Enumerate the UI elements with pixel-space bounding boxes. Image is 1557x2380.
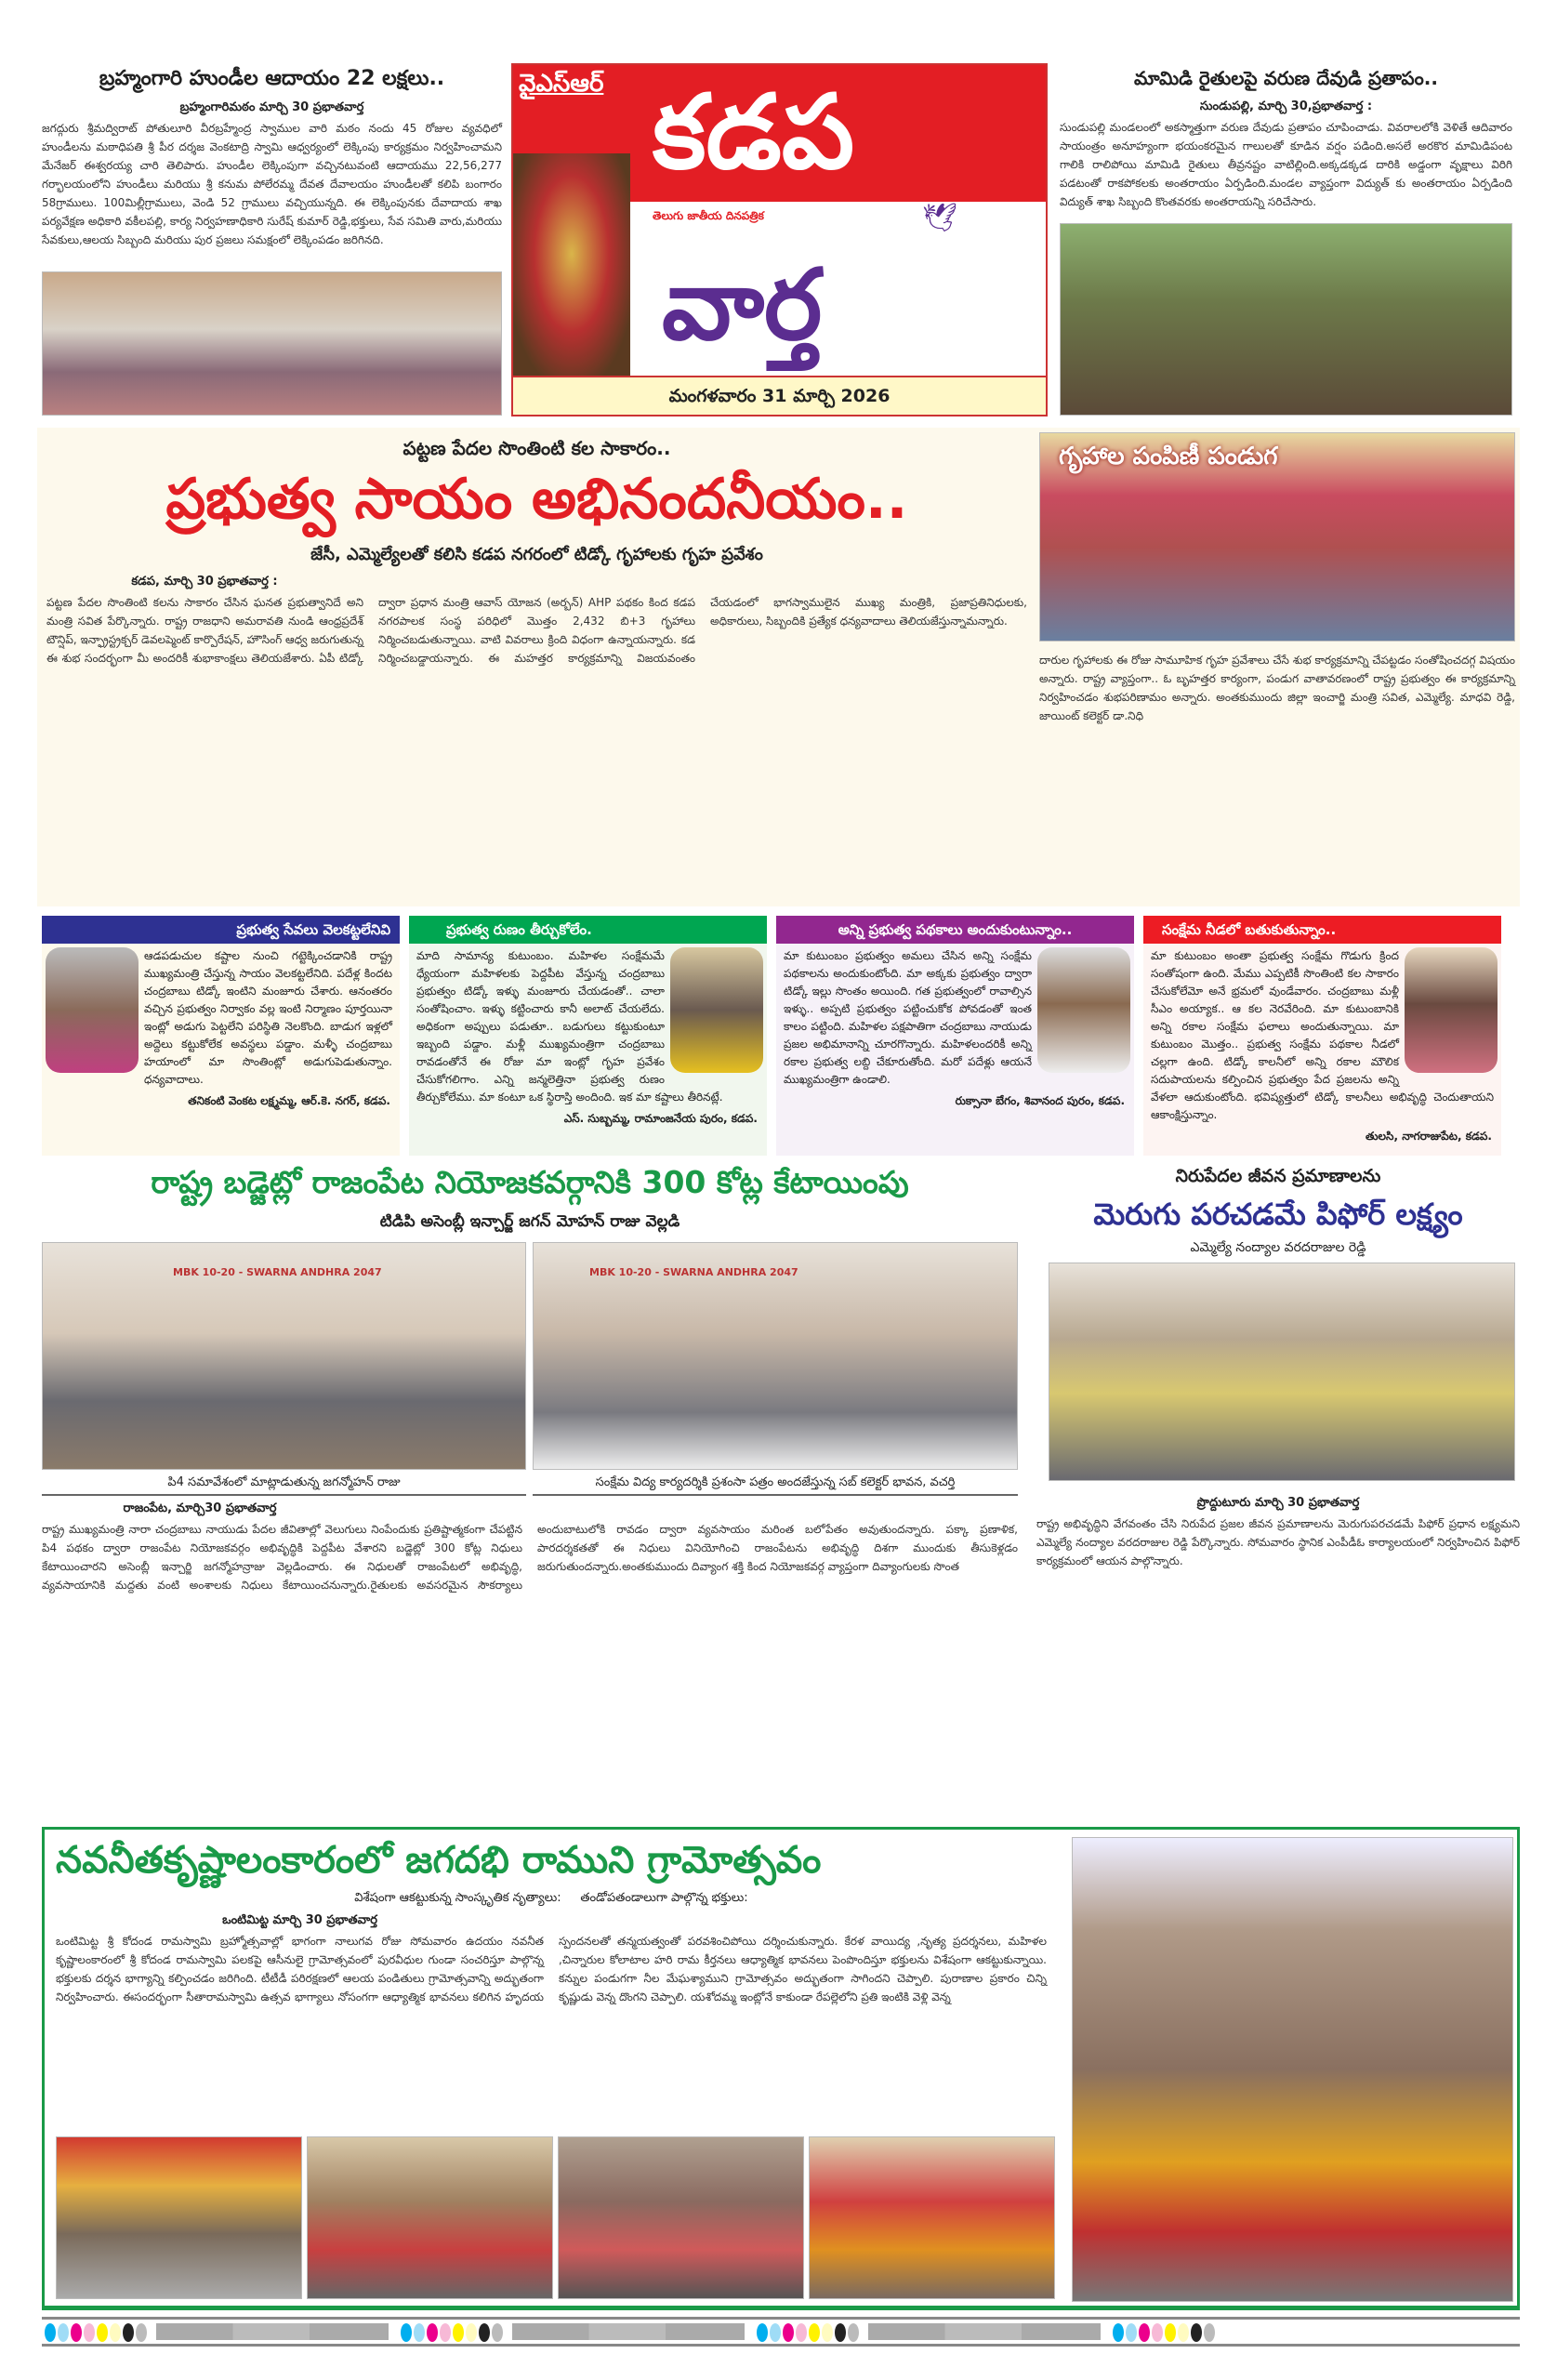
quote-box bbox=[1143, 916, 1501, 1156]
portrait-photo bbox=[1405, 947, 1498, 1073]
portrait-photo bbox=[670, 947, 763, 1073]
photo-dancers bbox=[558, 2136, 804, 2299]
article-body: జగద్గురు శ్రీమద్విరాట్ పోతులూరి వీరబ్రహ్మేంద్ర స్వాముల వారి మఠం నందు 45 రోజుల వ్యవధిలో హుండీలను మఠాధిపతి శ్రీ పీర దర్శజ వెంకటాద్రి స్వామి ఆధ్వర్యంలో లెక్కింపు కార్యక్రమం నిర్వహించామని మేనేజర్ ఈశ్వరయ్య చారి తెలిపారు. హుండీల లెక్కింపుగా వచ్చినటువంటి ఆదాయము 22,56,277 గర్భాలయంలోని హుండీలు మరియు శ్రీ కనుమ పోలేరమ్మ దేవత దేవాలయం హుండీలతో కలిపి బంగారం 58గ్రాములు. 100మిల్లీగ్రాములు, వెండి 52 గ్రాములు వచ్చియున్నది. ఈ లెక్కింపునకు దేవాదాయ శాఖ పర్యవేక్షణ అధికారి వకీలపల్లి, కార్య నిర్వహణాధికారి సురేష్ కుమార్ రెడ్డి,భక్తులు, సేవ సమితి వారు,మరియు సేవకులు,ఆలయ సిబ్బంది మరియు పుర ప్రజలు సమక్షంలో లెక్కింపడం జరిగినది. bbox=[42, 122, 502, 246]
photo-mango-orchard bbox=[1060, 223, 1512, 416]
quote-body: మాది సామాన్య కుటుంబం. మహిళల సంక్షేమమే ధ్యేయంగా మహిళలకు పెద్దపీట వేస్తున్న చంద్రబాబు ప్రభుత్వం టిడ్కో ఇళ్ళు మంజూరు చేయడంతో.. చాలా సంతోషించాం. ఇళ్ళు కట్టించారు కానీ అలాట్ చేయలేదు. అధికంగా అప్పులు పడుతూ.. బడుగులు కట్టుకుంటూ ఇబ్బంది పడ్డాం. మళ్లీ ముఖ్యమంత్రిగా చంద్రబాబు రావడంతోనే ఈ రోజు మా ఇంట్లో గృహ ప్రవేశం చేసుకోగలిగాం. ఎన్ని జన్మలెత్తినా ప్రభుత్వ రుణం తీర్చుకోలేము. మా కంటూ ఒక స్థిరాస్తి అందింది. ఇక మా కష్టాలు తీరినట్లే. bbox=[416, 949, 723, 1104]
photo-temple-crowd bbox=[307, 2136, 553, 2299]
photo-certificate bbox=[533, 1242, 1018, 1470]
kicker: పట్టణ పేదల సొంతింటి కల సాకారం.. bbox=[402, 437, 671, 459]
portrait-photo bbox=[46, 947, 139, 1073]
logo-vaarta: వార్త bbox=[662, 248, 823, 362]
banner-text: గృహాల పంపిణీ పండుగ bbox=[1059, 443, 1278, 470]
quote-author: తులసి, నాగరాజుపేట, కడప. bbox=[1366, 1130, 1492, 1143]
dateline: సుండుపల్లి, మార్చి 30,ప్రభాతవార్త : bbox=[1199, 99, 1373, 113]
photo-p4-felicitation bbox=[1049, 1263, 1515, 1481]
quote-title: ప్రభుత్వ సేవలు వెలకట్టలేనివి bbox=[42, 916, 400, 944]
print-color-bar bbox=[42, 2317, 1520, 2347]
p4-article bbox=[1036, 1164, 1520, 1570]
quote-body: మా కుటుంబం అంతా ప్రభుత్వ సంక్షేమ గొడుగు క్రింద సంతోషంగా ఉంది. మేము ఎప్పటికీ సొంతింటి కల సాకారం చేసుకోలేమో అనే భ్రమలో వుండేవారం. చంద్రబాబు మళ్లీ సీఎం అయ్యాక.. ఆ కల నెరవేరింది. మా కుటుంబానికి అన్ని రకాల సంక్షేమ ఫలాలు అందుతున్నాయి. మా కుటుంబం మొత్తం.. ప్రభుత్వ సంక్షేమ పథకాల నీడలో చల్లగా ఉంది. టిడ్కో కాలనీలో అన్ని రకాల మౌలిక సదుపాయలను కల్పించిన ప్రభుత్వం పేద ప్రజలను అన్ని వేళలా ఆదుకుంటోంది. భవిష్యత్తులో టిడ్కో కాలనీలు అభివృద్ధి చెందుతాయని ఆకాంక్షిస్తున్నాం. bbox=[1151, 949, 1494, 1121]
brand-prefix: వైఎస్ఆర్ bbox=[519, 70, 604, 98]
dateline: రాజంపేట, మార్చి30 ప్రభాతవార్త bbox=[123, 1501, 277, 1515]
photo-p4-meeting bbox=[42, 1242, 526, 1470]
issue-date: మంగళవారం 31 మార్చి 2026 bbox=[513, 376, 1046, 415]
masthead bbox=[511, 63, 1048, 416]
headline: మామిడి రైతులపై వరుణ దేవుడి ప్రతాపం.. bbox=[1134, 67, 1438, 89]
ontimitta-box bbox=[42, 1827, 1520, 2310]
headline: బ్రహ్మంగారి హుండీల ఆదాయం 22 లక్షలు.. bbox=[99, 67, 445, 90]
quote-body: ఆడపడుచుల కష్టాల నుంచి గట్టెక్కించడానికి రాష్ట్ర ముఖ్యమంత్రి చేస్తున్న సాయం వెలకట్టలేనిది. పదేళ్ల కిందట చంద్రబాబు టిడ్కో ఇంటిని మంజూరు చేశారు. ఆనంతరం వచ్చిన ప్రభుత్వం నిర్వాకం వల్ల ఇంటి నిర్మాణం పూర్తయినా ఇంట్లో అడుగు పెట్టలేని పరిస్థితి నెలకొంది. బాడుగ ఇళ్లలో అద్దెలు కట్టుకోలేక అవస్థలు పడ్డాం. మళ్ళీ చంద్రబాబు హయాంలో మా సొంతింట్లో అడుగుపెడుతున్నాం. ధన్యవాదాలు. bbox=[144, 949, 392, 1086]
portrait-photo bbox=[1037, 947, 1130, 1073]
dateline: ప్రొద్దుటూరు మార్చి 30 ప్రభాతవార్త bbox=[1196, 1496, 1360, 1510]
quote-author: ఎస్. సుబ్బమ్మ, రామాంజనేయ పురం, కడప. bbox=[563, 1112, 758, 1125]
photo-caption: సంక్షేమ విద్య కార్యదర్శికి ప్రశంసా పత్రం అందజేస్తున్న సబ్ కలెక్టర్ భావన, వచర్తి bbox=[533, 1474, 1018, 1496]
rajampet-article bbox=[42, 1162, 1018, 1594]
banner-text: MBK 10-20 - SWARNA ANDHRA 2047 bbox=[589, 1266, 798, 1278]
article-body: రాష్ట్ర ముఖ్యమంత్రి నారా చంద్రబాబు నాయుడు పేదల జీవితాల్లో వెలుగులు నింపేందుకు ప్రతిష్టాత్మకంగా చేపట్టిన పి4 పథకం ద్వారా రాజంపేట నియోజకవర్గం అభివృద్ధికి పెద్దపీట వేశారని బడ్జెట్లో 300 కోట్ల నిధులు కేటాయించారని అసెంబ్లీ ఇన్చార్జి జగన్మోహన్రాజు వెల్లడించారు. ఈ నిధులతో రాజంపేటలో అభివృద్ధి, వ్యవసాయానికి మద్దతు వంటి అంశాలకు నిధులు కేటాయించనున్నారు.రైతులకు అవసరమైన సౌకర్యాలు అందుబాటులోకి రావడం ద్వారా వ్యవసాయం మరింత బలోపేతం అవుతుందన్నారు. పక్కా ప్రణాళిక, పారదర్శకతతో ఈ నిధులు వినియోగించి రాజంపేటను అభివృద్ధి దిశగా ముందుకు తీసుకెళ్లడం జరుగుతుందన్నారు.అంతకుముందు దివ్యాంగ శక్తి కింద నియోజకవర్గ వ్యాప్తంగా దివ్యాంగులకు సొంత bbox=[42, 1523, 1018, 1592]
article-body-right: దారుల గృహాలకు ఈ రోజు సామూహిక గృహ ప్రవేశాలు చేసే శుభ కార్యక్రమాన్ని చేపట్టడం సంతోషించదగ్గ విషయం అన్నారు. రాష్ట్ర వ్యాప్తంగా.. ఓ బృహత్తర కార్యంగా, పండుగ వాతావరణంలో రాష్ట్ర ప్రభుత్వం ఈ కార్యక్రమాన్ని నిర్వహించడం శుభపరిణామం అన్నారు. అంతకుముందు జిల్లా ఇంచార్జి మంత్రి సవిత, ఎమ్మెల్యే. మాధవి రెడ్డి, జాయింట్ కలెక్టర్ డా.నిధి bbox=[1039, 654, 1515, 722]
subhead: తండోపతండాలుగా పాల్గొన్న భక్తులు: bbox=[580, 1891, 748, 1905]
p4-kicker: నిరుపేదల జీవన ప్రమాణాలను bbox=[1175, 1166, 1381, 1186]
subhead: జేసీ, ఎమ్మెల్యేలతో కలిసి కడప నగరంలో టిడ్కో గృహాలకు గృహ ప్రవేశం bbox=[310, 545, 763, 564]
deity-photo bbox=[513, 153, 630, 377]
quote-box bbox=[42, 916, 400, 1156]
p4-subhead: ఎమ్మెల్యే నంద్యాల వరదరాజుల రెడ్డి bbox=[1190, 1240, 1366, 1255]
photo-hundi-counting bbox=[42, 271, 502, 416]
photo-kolatam bbox=[809, 2136, 1055, 2299]
quote-box bbox=[776, 916, 1134, 1156]
article-body: పట్టణ పేదల సొంతింటి కలను సాకారం చేసిన ఘనత ప్రభుత్వానిదే అని మంత్రి సవిత పేర్కొన్నారు. రాష్ట్ర రాజధాని అమరావతి నుండి ఆంధ్రప్రదేశ్ టౌన్షిప్, ఇన్ఫ్రాస్ట్రక్చర్ డెవలప్మెంట్ కార్పొరేషన్, హౌసింగ్ ఆధ్వ జరుగుతున్న ఈ శుభ సందర్భంగా మీ అందరికీ శుభాకాంక్షలు తెలియజేశారు. ఏపీ టిడ్కో ద్వారా ప్రధాన మంత్రి ఆవాస్ యోజన (అర్బన్) AHP పథకం కింద కడప నగరపాలక సంస్థ పరిధిలో మొత్తం 2,432 బి+3 గృహాలు నిర్మించబడుతున్నాయి. వాటి వివరాలు క్రింది విధంగా ఉన్నాయన్నారు. కడ నిర్మించబడ్డాయన్నారు. ఈ మహత్తర కార్యక్రమాన్ని విజయవంతం చేయడంలో భాగస్వాములైన ముఖ్య మంత్రికి, ప్రజాప్రతినిధులకు, అధికారులు, సిబ్బందికి ప్రత్యేక ధన్యవాదాలు తెలియజేస్తున్నామన్నారు. bbox=[46, 596, 1027, 665]
subhead: విశేషంగా ఆకట్టుకున్న సాంస్కృతిక నృత్యాలు: bbox=[354, 1891, 561, 1905]
article-mango bbox=[1060, 67, 1512, 211]
logo-kadapa: కడప bbox=[653, 73, 855, 192]
photo-procession bbox=[56, 2136, 302, 2299]
dateline: ఒంటిమిట్ట మార్చి 30 ప్రభాతవార్త bbox=[222, 1913, 377, 1927]
banner-text: MBK 10-20 - SWARNA ANDHRA 2047 bbox=[173, 1266, 382, 1278]
p4-headline: మెరుగు పరచడమే పిఫోర్ లక్ష్యం bbox=[1093, 1197, 1463, 1232]
main-headline: ప్రభుత్వ సాయం అభినందనీయం.. bbox=[165, 467, 908, 532]
dateline: బ్రహ్మంగారిమఠం మార్చి 30 ప్రభాతవార్త bbox=[179, 100, 364, 114]
article-hundi bbox=[42, 67, 502, 249]
quote-title: అన్ని ప్రభుత్వ పథకాలు అందుకుంటున్నాం.. bbox=[776, 916, 1134, 944]
article-body: సుండుపల్లి మండలంలో అకస్మాత్తుగా వరుణ దేవుడు ప్రతాపం చూపించాడు. వివరాలలోకి వెళితే ఆదివారం సాయంత్రం అనూహ్యంగా భయంకరమైన గాలులతో కూడిన వర్షం పడింది.అసలే అరకొర మామిడిపంట గాలికి రాలిపోయి మామిడి రైతులు తీవ్రనష్టం వాటిల్లింది.అక్కడక్కడ దారికి అడ్డంగా వృక్షాలు విరిగి పడటంతో రాకపోకలకు అంతరాయం ఏర్పడింది.మండల వ్యాప్తంగా విద్యుత్ కు అంతరాయం ఏర్పడింది విద్యుత్ శాఖ సిబ్బంది కొంతవరకు అంతరాయన్ని సరిచేసారు. bbox=[1060, 121, 1512, 208]
quote-author: రుక్సానా బేగం, శివానంద పురం, కడప. bbox=[955, 1094, 1125, 1107]
tagline: తెలుగు జాతీయ దినపత్రిక bbox=[653, 209, 764, 222]
quote-title: సంక్షేమ నీడలో బతుకుతున్నాం.. bbox=[1143, 916, 1501, 944]
photo-temple-gopuram bbox=[1072, 1837, 1513, 2302]
dove-icon: 🕊 bbox=[922, 202, 958, 234]
dateline: కడప, మార్చి 30 ప్రభాతవార్త : bbox=[131, 575, 278, 588]
main-article bbox=[37, 428, 1520, 906]
article-body: రాష్ట్ర అభివృద్ధిని వేగవంతం చేసి నిరుపేద ప్రజల జీవన ప్రమాణాలను మెరుగుపరచడమే పిఫోర్ ప్రధాన లక్ష్యమని ఎమ్మెల్యే నంద్యాల వరదరాజుల రెడ్డి పేర్కొన్నారు. సోమవారం స్థానిక ఎంపీడీఓ కార్యాలయంలో నిర్వహించిన పిఫోర్ కార్యక్రమంలో ఆయన పాల్గొన్నారు. bbox=[1036, 1517, 1520, 1567]
photo-griha-pravesam bbox=[1039, 432, 1515, 641]
quote-body: మా కుటుంబం ప్రభుత్వం అమలు చేసిన అన్ని సంక్షేమ పథకాలను అందుకుంటోంది. మా అక్కకు ప్రభుత్వం ద్వారా టిడ్కో ఇల్లు సొంతం అయింది. గత ప్రభుత్వంలో రావాల్సిన ఇళ్ళు.. అప్పటి ప్రభుత్వం పట్టించుకోక పోవడంతో ఇంత కాలం పట్టింది. మహిళల పక్షపాతిగా చంద్రబాబు నాయుడు ప్రజల అభిమానాన్ని చూరగొన్నారు. మహిళలందరికీ అన్ని రకాల ప్రభుత్వ లబ్ది చేకూరుతోంది. మరో పదేళ్లు ఆయనే ముఖ్యమంత్రిగా ఉండాలి. bbox=[784, 949, 1032, 1086]
photo-caption: పి4 సమావేశంలో మాట్లాడుతున్న జగన్మోహన్ రాజు bbox=[42, 1474, 526, 1496]
ontimitta-headline: నవనీతకృష్ణాలంకారంలో జగదభి రాముని గ్రామోత్సవం bbox=[56, 1839, 822, 1882]
rajampet-headline: రాష్ట్ర బడ్జెట్లో రాజంపేట నియోజకవర్గానికి 300 కోట్ల కేటాయింపు bbox=[151, 1164, 909, 1200]
quote-title: ప్రభుత్వ రుణం తీర్చుకోలేం. bbox=[409, 916, 767, 944]
article-body: ఒంటిమిట్ట శ్రీ కోదండ రామస్వామి బ్రహ్మోత్సవాల్లో భాగంగా నాలుగవ రోజు సోమవారం ఉదయం నవనీత కృష్ణాలంకారంలో శ్రీ కోదండ రామస్వామి పలకపై ఆసీనులై గ్రామోత్సవంలో పురవీధుల గుండా సంచరిస్తూ పాల్గొన్న భక్తులకు దర్శన భాగ్యాన్ని కల్పించడం జరిగింది. టీటీడీ పరిరక్షణలో ఆలయ పండితులు గ్రామోత్సవాన్ని అద్భుతంగా నిర్వహించారు. ఈసందర్భంగా సీతారామస్వామి ఉత్సవ భాగ్యాలు నోసంగగా ఆధ్యాత్మిక భావనలు కలిగిన హృదయ స్పందనలతో తన్మయత్వంతో పరవశించిపోయి దర్శించుకున్నారు. కేరళ వాయిద్య ,నృత్య ప్రదర్శనలు, మహిళల ,చిన్నారుల కోలాటాల హరి రామ కీర్తనలు ఆధ్యాత్మిక భావనలు పెంపొందిస్తూ భక్తులను విశేషంగా ఆకట్టుకున్నాయి. కన్నుల పండుగగా నీల మేఘశ్యాముని గ్రామోత్సవం అద్భుతంగా సాగిందని చెప్పాలి. పురాణాల ప్రకారం చిన్ని కృష్ణుడు వెన్న దొంగని చెప్పాలి. యశోదమ్మ ఇంట్లోనే కాకుండా రేపల్లెలోని ప్రతి ఇంటికి వెళ్లి వెన్న bbox=[56, 1935, 1047, 2003]
quote-author: తనికంటి వెంకట లక్ష్మమ్మ, ఆర్.కె. నగర్, కడప. bbox=[188, 1094, 390, 1107]
rajampet-subhead: టిడిపి అసెంబ్లీ ఇన్చార్జ్ జగన్ మోహన్ రాజు వెల్లడి bbox=[379, 1212, 680, 1231]
quote-box bbox=[409, 916, 767, 1156]
